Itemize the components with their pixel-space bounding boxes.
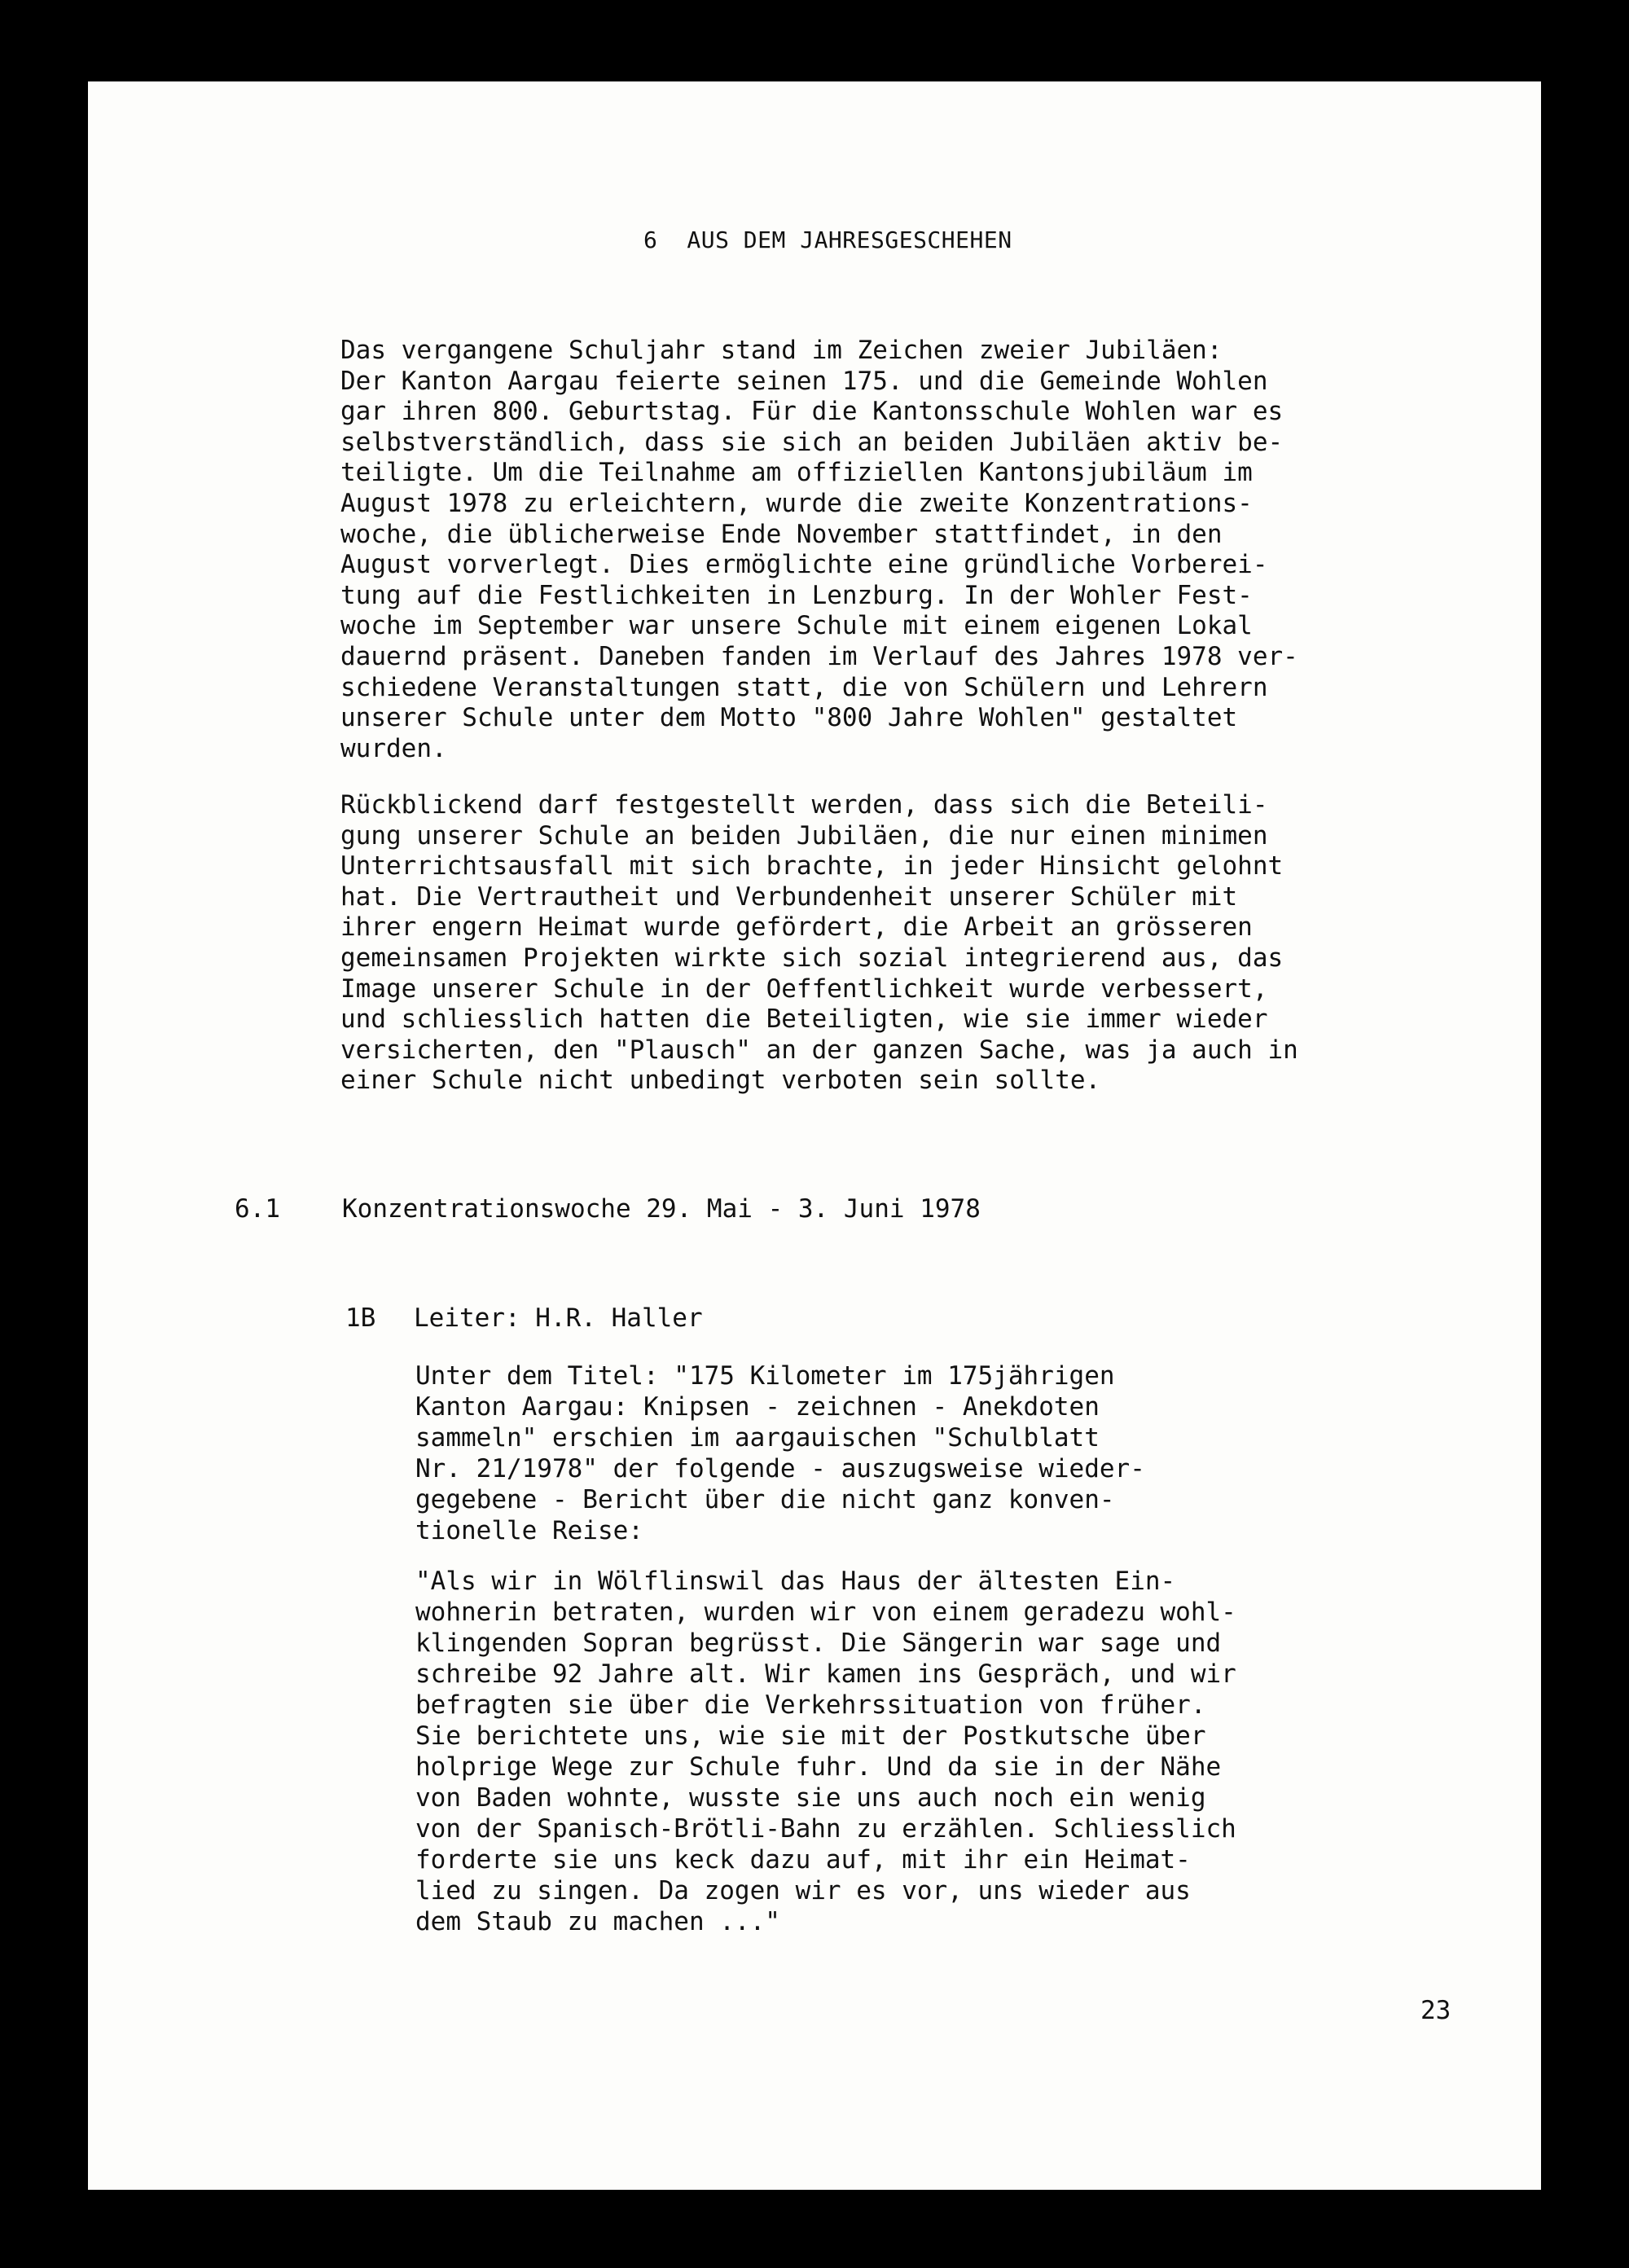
report-intro-paragraph: Unter dem Titel: "175 Kilometer im 175jährigen Kanton Aargau: Knipsen - zeichnen - Anekdoten sammeln" erschien im aargauischen "Schulblatt Nr. 21/1978" der folgende - auszugsweise wieder- gegebene - Bericht über die nicht ganz konven- tionelle Reise:: [415, 1361, 1145, 1545]
chapter-number: 6: [643, 226, 658, 253]
intro-paragraph-1: Das vergangene Schuljahr stand im Zeichen zweier Jubiläen: Der Kanton Aargau feierte seinen 175. und die Gemeinde Wohlen gar ihren 800. Geburtstag. Für die Kantonsschule Wohlen war es selbstverständlich, dass sie sich an beiden Jubiläen aktiv be- teiligte. Um die Teilnahme am offiziellen Kantonsjubiläum im August 1978 zu erleichtern, wurde die zweite Konzentrations- woche, die üblicherweise Ende November stattfindet, in den August vorverlegt. Dies ermöglichte eine gründliche Vorberei- tung auf die Festlichkeiten in Lenzburg. In der Wohler Fest- woche im September war unsere Schule mit einem eigenen Lokal dauernd präsent. Daneben fanden im Verlauf des Jahres 1978 ver- schiedene Veranstaltungen statt, die von Schülern und Lehrern unserer Schule unter dem Motto "800 Jahre Wohlen" gestaltet wurden.: [340, 336, 1298, 763]
section-title: Konzentrationswoche 29. Mai - 3. Juni 1978: [342, 1194, 981, 1224]
section-number: 6.1: [235, 1194, 280, 1224]
chapter-heading: [643, 226, 1012, 253]
intro-paragraph-2: Rückblickend darf festgestellt werden, dass sich die Beteili- gung unserer Schule an beiden Jubiläen, die nur einen minimen Unterrichtsausfall mit sich brachte, in jeder Hinsicht gelohnt hat. Die Vertrautheit und Verbundenheit unserer Schüler mit ihrer engern Heimat wurde gefördert, die Arbeit an grösseren gemeinsamen Projekten wirkte sich sozial integrierend aus, das Image unserer Schule in der Oeffentlichkeit wurde verbessert, und schliesslich hatten die Beteiligten, wie sie immer wieder versicherten, den "Plausch" an der ganzen Sache, was ja auch in einer Schule nicht unbedingt verboten sein sollte.: [340, 790, 1298, 1096]
class-leader: Leiter: H.R. Haller: [414, 1303, 703, 1333]
class-code: 1B: [345, 1303, 376, 1333]
chapter-title: AUS DEM JAHRESGESCHEHEN: [687, 226, 1012, 253]
report-quote-paragraph: "Als wir in Wölflinswil das Haus der ältesten Ein- wohnerin betraten, wurden wir von einem geradezu wohl- klingenden Sopran begrüsst. Die Sängerin war sage und schreibe 92 Jahre alt. Wir kamen ins Gespräch, und wir befragten sie über die Verkehrssituation von früher. Sie berichtete uns, wie sie mit der Postkutsche über holprige Wege zur Schule fuhr. Und da sie in der Nähe von Baden wohnte, wusste sie uns auch noch ein wenig von der Spanisch-Brötli-Bahn zu erzählen. Schliesslich forderte sie uns keck dazu auf, mit ihr ein Heimat- lied zu singen. Da zogen wir es vor, uns wieder aus dem Staub zu machen ...": [415, 1567, 1236, 1936]
page-number: 23: [1420, 1996, 1451, 2025]
